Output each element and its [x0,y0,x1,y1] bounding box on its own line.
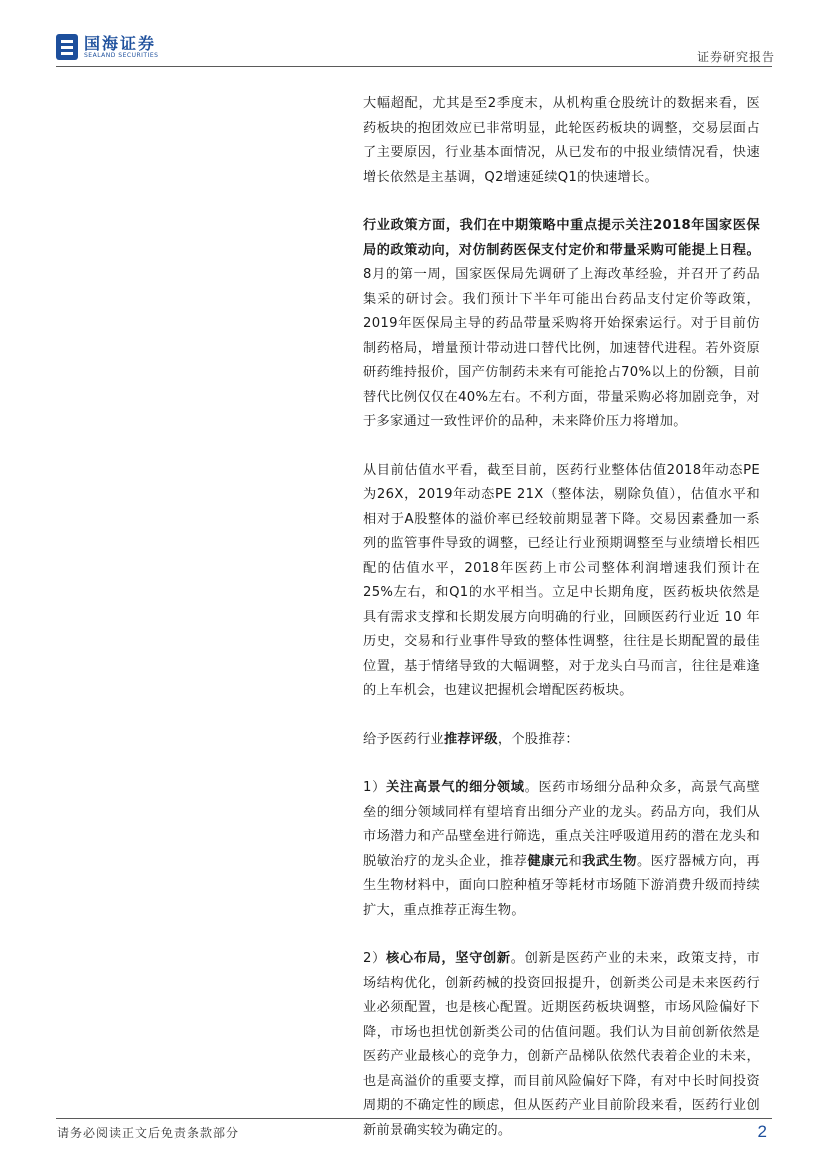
text-run: 。医疗器械方向，再生生物材料中，面向口腔种植牙等耗材市场随下游消费升级而持续扩大，重点推荐正海生物。 [363,853,761,918]
text-run: 8月的第一周，国家医保局先调研了上海改革经验，并召开了药品集采的研讨会。我们预计下半年可能出台药品支付定价等政策，2019年医保局主导的药品带量采购将开始探索运行。对于目前仿制药格局，增量预计带动进口替代比例，加速替代进程。若外资原研药维持报价，国产仿制药未来有可能抢占70%以上的份额，目前替代比例仅仅在40%左右。不利方面，带量采购必将加剧竞争，对于多家通过一致性评价的品种，未来降价压力将增加。 [363,267,760,429]
bold-text-run: 核心布局，坚守创新 [385,951,511,966]
footer-divider [56,1118,772,1119]
logo-name-cn: 国海证券 [84,33,157,53]
logo-icon [56,34,78,60]
page-number: 2 [757,1122,767,1141]
text-run: 给予医药行业 [363,731,444,747]
body-paragraph [363,776,760,923]
body-paragraph [363,459,760,704]
text-run: 2） [363,951,386,966]
page-header [0,0,827,80]
text-run: 。医药市场细分品种众多，高景气高壁垒的细分领域同样有望培育出细分产业的龙头。药品方向，我们从市场潜力和产品壁垒进行筛选，重点关注呼吸道用药的潜在龙头和脱敏治疗的龙头企业，推荐 [363,780,761,869]
bold-text-run: 健康元 [527,853,569,869]
body-paragraph [363,214,760,435]
text-run: ，个股推荐： [497,731,579,747]
disclaimer-text: 请务必阅读正文后免责条款部分 [57,1126,240,1140]
header-divider [56,66,772,67]
bold-text-run: 推荐评级 [443,731,498,747]
body-paragraph [363,728,760,753]
body-paragraph [363,92,760,190]
text-run: 和 [568,853,583,869]
bold-text-run: 关注高景气的细分领域 [385,780,525,795]
text-run: 大幅超配，尤其是至2季度末，从机构重仓股统计的数据来看，医药板块的抱团效应已非常明显，此轮医药板块的调整，交易层面占了主要原因，行业基本面情况，从已发布的中报业绩情况看，快速增长依然是主基调，Q2增速延续Q1的快速增长。 [363,96,760,185]
report-body [363,92,760,1167]
text-run: 从目前估值水平看，截至目前，医药行业整体估值2018年动态PE为26X，2019年动态PE 21X（整体法，剔除负值），估值水平和相对于A股整体的溢价率已经较前期显著下降。交易因素叠加一系列的监管事件导致的调整，已经让行业预期调整至与业绩增长相匹配的估值水平，2018年医药上市公司整体利润增速我们预计在25%左右，和Q1的水平相当。立足中长期角度，医药板块依然是具有需求支撑和长期发展方向明确的行业，回顾医药行业近 10 年历史，交易和行业事件导致的整体性调整，往往是长期配置的最佳位置，基于情绪导致的大幅调整，对于龙头白马而言，往往是难逢的上车机会，也建议把握机会增配医药板块。 [363,462,760,698]
company-logo [56,34,158,60]
text-run: 。创新是医药产业的未来，政策支持，市场结构优化，创新药械的投资回报提升，创新类公司是未来医药行业必须配置，也是核心配置。近期医药板块调整，市场风险偏好下降，市场也担忧创新类公司的估值问题。我们认为目前创新依然是医药产业最核心的竞争力，创新产品梯队依然代表着企业的未来，也是高溢价的重要支撑，而目前风险偏好下降，有对中长时间投资周期的不确定性的顾虑，但从医药产业目前阶段来看，医药行业创新前景确实较为确定的。 [363,951,760,1138]
body-paragraph [363,947,760,1143]
text-run: 1） [363,780,386,795]
bold-text-run: 行业政策方面，我们在中期策略中重点提示关注2018年国家医保局的政策动向，对仿制药医保支付定价和带量采购可能提上日程。 [363,218,760,258]
logo-name-en: SEALAND SECURITIES [84,51,159,59]
bold-text-run: 我武生物 [582,853,637,869]
report-type-label: 证券研究报告 [696,50,775,64]
